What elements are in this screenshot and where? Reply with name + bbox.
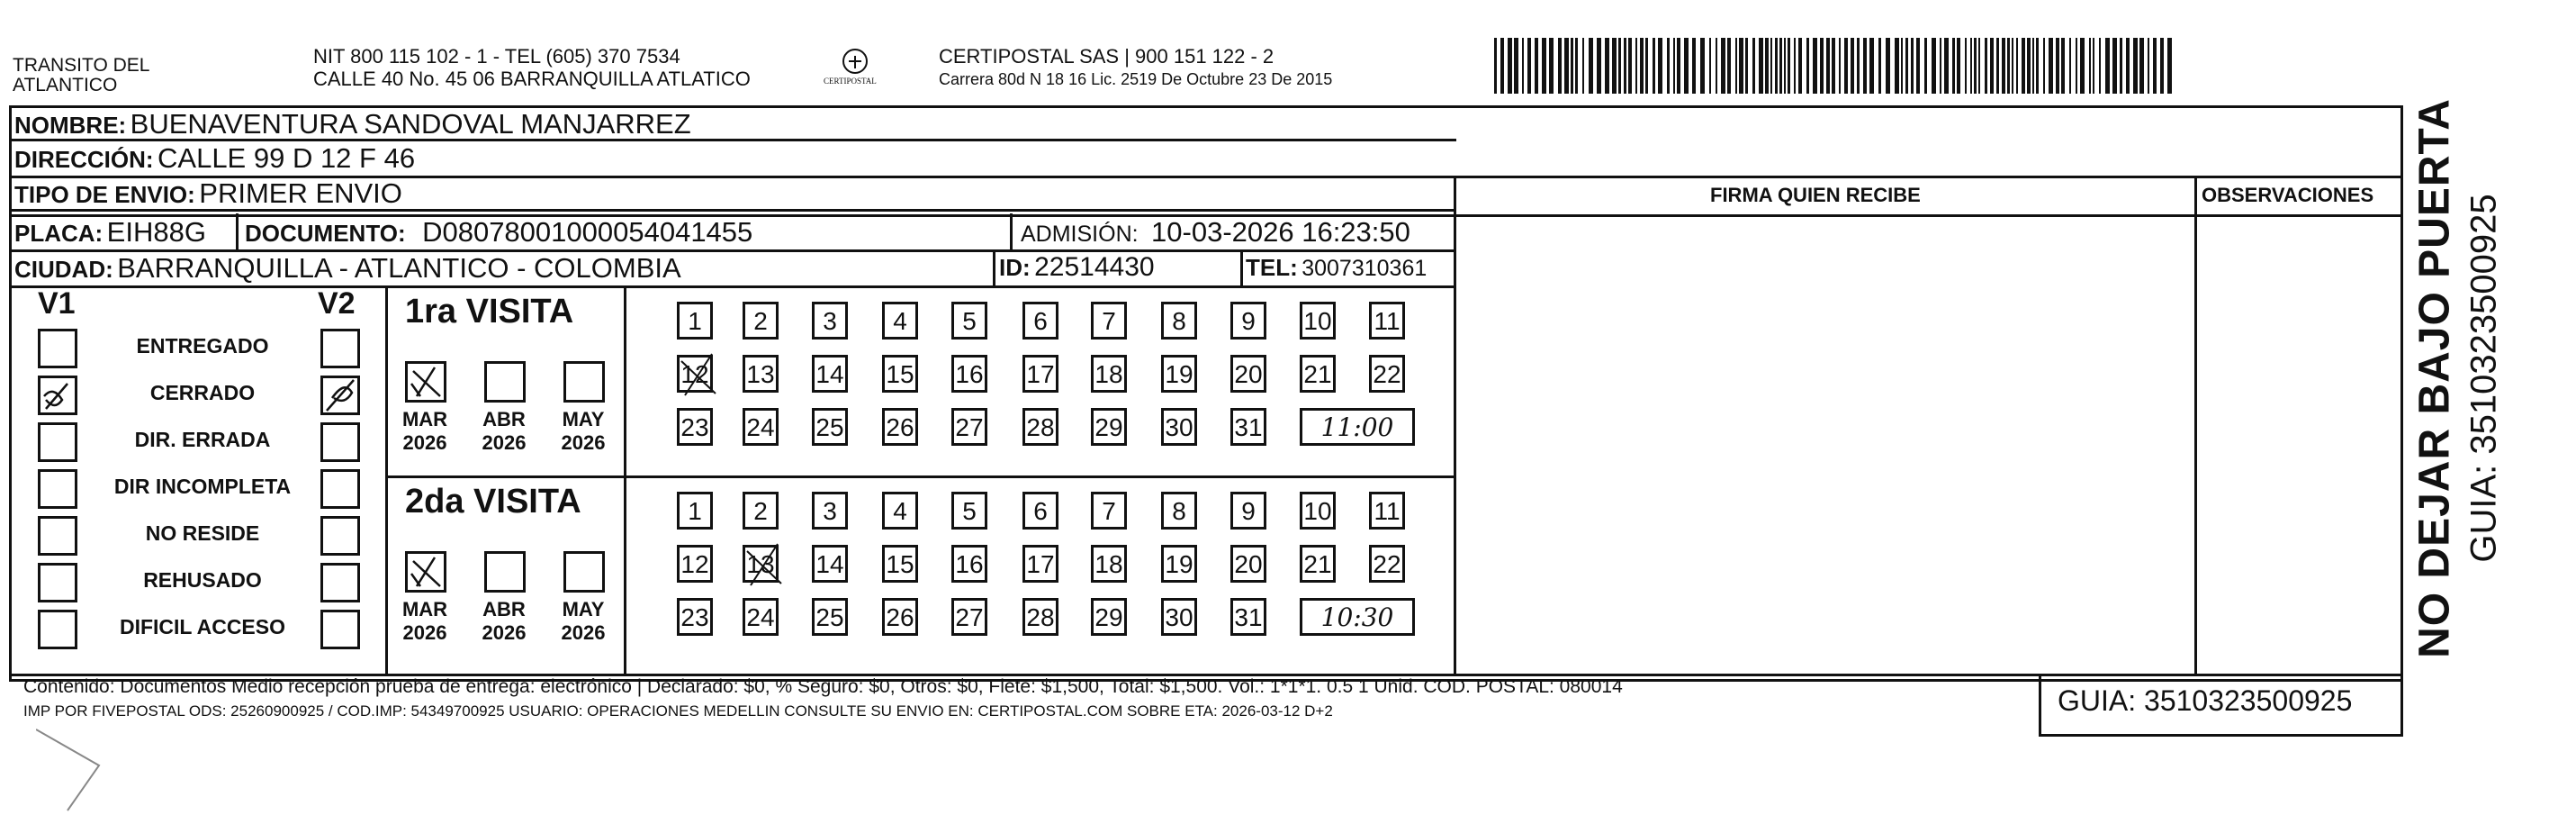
barcode-bar [1869, 38, 1874, 94]
day-box[interactable]: 11 [1369, 302, 1405, 340]
month-checkbox[interactable] [405, 361, 446, 403]
month-checkbox[interactable] [563, 361, 605, 403]
status-option-label: DIFICIL ACCESO [119, 615, 285, 638]
month-name: MAY [562, 408, 605, 430]
day-box[interactable]: 6 [1022, 492, 1058, 530]
barcode-bar [1739, 38, 1743, 94]
day-box[interactable]: 6 [1022, 302, 1058, 340]
barcode-bar [1798, 38, 1802, 94]
day-box[interactable]: 5 [951, 492, 987, 530]
day-number: 13 [746, 550, 775, 578]
day-box[interactable]: 8 [1161, 302, 1197, 340]
status-option-label: DIR INCOMPLETA [113, 475, 292, 498]
logo-text: CERTIPOSTAL [824, 77, 877, 86]
barcode-bar [2080, 38, 2085, 94]
barcode-bar [2105, 38, 2110, 94]
day-box[interactable]: 20 [1230, 355, 1266, 393]
direccion-label: DIRECCIÓN: [14, 146, 154, 173]
month-name: MAR [401, 598, 448, 620]
month-label [398, 598, 452, 645]
day-box[interactable]: 7 [1091, 302, 1127, 340]
day-box[interactable]: 18 [1091, 545, 1127, 583]
license-line: Carrera 80d N 18 16 Lic. 2519 De Octubre 23 De 2015 [939, 70, 1333, 88]
barcode-bar [2016, 38, 2018, 94]
barcode-bar [2133, 38, 2138, 94]
barcode-bar [1564, 38, 1569, 94]
barcode-bar [2089, 38, 2091, 94]
barcode-bar [1813, 38, 1817, 94]
barcode-bar [1905, 38, 1908, 94]
barcode-bar [2056, 38, 2059, 94]
v2-checkbox[interactable] [320, 422, 360, 462]
v2-checkbox[interactable] [320, 469, 360, 509]
id-field [999, 252, 1155, 283]
barcode-bar [1628, 38, 1632, 94]
day-box[interactable]: 2 [743, 492, 779, 530]
barcode-bar [1571, 38, 1573, 94]
barcode-bar [1832, 38, 1835, 94]
barcode-bar [2027, 38, 2031, 94]
nit-line: NIT 800 115 102 - 1 - TEL (605) 370 7534 [313, 45, 680, 68]
v2-checkbox[interactable] [320, 610, 360, 649]
v1-checkbox[interactable] [38, 376, 77, 415]
day-box[interactable]: 21 [1300, 355, 1336, 393]
barcode-bar [1645, 38, 1648, 94]
day-box[interactable]: 20 [1230, 545, 1266, 583]
barcode-bar [1759, 38, 1763, 94]
barcode-bar [1752, 38, 1755, 94]
firma-column-header: FIRMA QUIEN RECIBE [1710, 184, 1921, 206]
barcode-bar [2061, 38, 2065, 94]
direccion-value: CALLE 99 D 12 F 46 [158, 142, 416, 174]
day-box[interactable]: 28 [1022, 598, 1058, 636]
barcode-bar [1535, 38, 1538, 94]
month-name: ABR [482, 598, 526, 620]
month-label [398, 408, 452, 455]
documento-field [245, 216, 752, 249]
address-line: CALLE 40 No. 45 06 BARRANQUILLA ATLATICO [313, 68, 751, 90]
barcode-bar [1558, 38, 1562, 94]
barcode-bar [1784, 38, 1786, 94]
barcode-bar [1952, 38, 1955, 94]
barcode-bar [1508, 38, 1512, 94]
barcode-bar [1985, 38, 1987, 94]
barcode-bar [1916, 38, 1920, 94]
day-box[interactable]: 23 [677, 598, 713, 636]
barcode-bar [1522, 38, 1524, 94]
courier-line: CERTIPOSTAL SAS | 900 151 122 - 2 [939, 45, 1274, 68]
barcode-bar [1806, 38, 1809, 94]
tipo-envio-value: PRIMER ENVIO [199, 177, 402, 209]
day-box[interactable]: 31 [1230, 408, 1266, 446]
month-name: MAY [562, 598, 605, 620]
imp-line: IMP POR FIVEPOSTAL ODS: 25260900925 / COD.IMP: 54349700925 USUARIO: OPERACIONES MEDELLIN CONSULTE SU ENVIO EN: CERTIPOSTAL.COM SOBRE ETA: 2026-03-12 D+2 [23, 702, 1333, 720]
barcode-bar [2112, 38, 2117, 94]
barcode-bar [1932, 38, 1936, 94]
barcode-bar [2160, 38, 2164, 94]
barcode-bar [1692, 38, 1696, 94]
barcode-bar [1851, 38, 1854, 94]
month-year: 2026 [402, 621, 447, 644]
barcode-bar [1970, 38, 1972, 94]
barcode-bar [2036, 38, 2039, 94]
visit-time-box[interactable]: 10:30 [1300, 598, 1415, 636]
visit-title: 1ra VISITA [405, 293, 574, 331]
barcode-bar [1542, 38, 1546, 94]
day-box[interactable]: 9 [1230, 302, 1266, 340]
ciudad-field [14, 252, 681, 285]
barcode-bar [2148, 38, 2149, 94]
day-box[interactable]: 31 [1230, 598, 1266, 636]
v1-checkbox[interactable] [38, 422, 77, 462]
barcode-bar [1605, 38, 1609, 94]
day-box[interactable]: 10 [1300, 302, 1336, 340]
month-checkbox[interactable] [484, 361, 526, 403]
v2-checkbox[interactable] [320, 376, 360, 415]
barcode-bar [1624, 38, 1626, 94]
day-box[interactable]: 14 [812, 545, 848, 583]
day-box[interactable]: 17 [1022, 545, 1058, 583]
issuer-name-line2: ATLANTICO [13, 75, 118, 95]
month-checkbox[interactable] [405, 551, 446, 593]
v1-checkbox[interactable] [38, 516, 77, 556]
side-guia: GUIA: 3510323500925 [2463, 194, 2504, 563]
admision-label: ADMISIÓN: [1021, 222, 1139, 247]
day-box[interactable]: 16 [951, 355, 987, 393]
month-label [477, 408, 531, 455]
admision-field [1021, 216, 1410, 249]
barcode-bar [1640, 38, 1644, 94]
day-box[interactable]: 5 [951, 302, 987, 340]
barcode-bar [1527, 38, 1531, 94]
barcode-bar [2076, 38, 2077, 94]
day-box[interactable]: 10 [1300, 492, 1336, 530]
barcode-bar [1924, 38, 1927, 94]
v1-checkbox[interactable] [38, 610, 77, 649]
day-box[interactable]: 2 [743, 302, 779, 340]
day-box[interactable]: 7 [1091, 492, 1127, 530]
day-box[interactable]: 15 [882, 545, 918, 583]
barcode-bar [2022, 38, 2025, 94]
day-box[interactable]: 12 [677, 545, 713, 583]
month-label [556, 598, 610, 645]
day-box[interactable]: 27 [951, 598, 987, 636]
month-label [477, 598, 531, 645]
day-box[interactable]: 24 [743, 408, 779, 446]
barcode-bar [1944, 38, 1949, 94]
v2-checkbox[interactable] [320, 563, 360, 602]
day-box[interactable] [677, 355, 713, 393]
barcode-bar [1667, 38, 1670, 94]
barcode-bar [1635, 38, 1637, 94]
day-box[interactable]: 17 [1022, 355, 1058, 393]
tel-label: TEL: [1246, 254, 1298, 281]
day-box[interactable]: 25 [812, 598, 848, 636]
barcode-bar [1911, 38, 1914, 94]
barcode-bar [2032, 38, 2034, 94]
status-option-label: REHUSADO [143, 568, 262, 592]
barcode-bar [1514, 38, 1518, 94]
status-option-label: ENTREGADO [136, 334, 269, 358]
barcode-bar [2069, 38, 2071, 94]
day-box[interactable]: 30 [1161, 408, 1197, 446]
day-box[interactable]: 3 [812, 492, 848, 530]
barcode-bar [1745, 38, 1748, 94]
v2-header: V2 [318, 286, 356, 321]
day-box[interactable]: 9 [1230, 492, 1266, 530]
direccion-field [14, 142, 415, 175]
barcode-bar [1735, 38, 1737, 94]
day-box[interactable]: 27 [951, 408, 987, 446]
day-box[interactable]: 4 [882, 302, 918, 340]
barcode-bar [1582, 38, 1584, 94]
month-year: 2026 [561, 431, 606, 454]
day-box[interactable]: 8 [1161, 492, 1197, 530]
barcode-bar [1658, 38, 1662, 94]
nombre-value: BUENAVENTURA SANDOVAL MANJARREZ [130, 108, 691, 140]
barcode-bar [1597, 38, 1601, 94]
month-checkbox[interactable] [563, 551, 605, 593]
month-year: 2026 [482, 621, 527, 644]
barcode-bar [1770, 38, 1772, 94]
barcode-bar [1857, 38, 1860, 94]
v1-header: V1 [38, 286, 76, 321]
barcode-bar [1957, 38, 1960, 94]
visit-time-box[interactable]: 11:00 [1300, 408, 1415, 446]
side-warning: NO DEJAR BAJO PUERTA [2410, 98, 2459, 658]
day-box[interactable]: 4 [882, 492, 918, 530]
placa-label: PLACA: [14, 220, 104, 247]
status-option-label: DIR. ERRADA [134, 428, 271, 451]
barcode-bar [2012, 38, 2013, 94]
day-box[interactable]: 16 [951, 545, 987, 583]
day-box[interactable]: 25 [812, 408, 848, 446]
month-checkbox[interactable] [484, 551, 526, 593]
day-box[interactable] [743, 545, 779, 583]
barcode-bar [1727, 38, 1731, 94]
placa-field [14, 216, 206, 249]
barcode-bar [1700, 38, 1705, 94]
footer-guia: GUIA: 3510323500925 [2058, 684, 2353, 717]
barcode-bar [1820, 38, 1824, 94]
day-box[interactable]: 26 [882, 408, 918, 446]
month-label [556, 408, 610, 455]
barcode-bar [1618, 38, 1621, 94]
nombre-field [14, 108, 691, 140]
day-box[interactable]: 29 [1091, 408, 1127, 446]
month-name: MAR [401, 408, 448, 430]
barcode-bar [1779, 38, 1782, 94]
barcode-bar [2099, 38, 2101, 94]
day-box[interactable]: 24 [743, 598, 779, 636]
v1-checkbox[interactable] [38, 329, 77, 368]
barcode-bar [1575, 38, 1578, 94]
id-label: ID: [999, 254, 1031, 281]
month-year: 2026 [482, 431, 527, 454]
day-box[interactable]: 29 [1091, 598, 1127, 636]
barcode-bar [1844, 38, 1848, 94]
barcode-bar [1721, 38, 1725, 94]
day-box[interactable]: 14 [812, 355, 848, 393]
barcode-bar [1940, 38, 1941, 94]
ciudad-value: BARRANQUILLA - ATLANTICO - COLOMBIA [117, 252, 681, 284]
observaciones-column-header: OBSERVACIONES [2202, 184, 2374, 206]
day-box[interactable]: 19 [1161, 545, 1197, 583]
status-option-label: CERRADO [149, 381, 256, 404]
side-panel [2408, 98, 2516, 658]
nombre-label: NOMBRE: [14, 112, 127, 139]
barcode [1494, 38, 2178, 94]
day-box[interactable]: 13 [743, 355, 779, 393]
month-year: 2026 [561, 621, 606, 644]
barcode-bar [1965, 38, 1967, 94]
visit-title: 2da VISITA [405, 483, 581, 521]
barcode-bar [1653, 38, 1655, 94]
day-box[interactable]: 15 [882, 355, 918, 393]
v2-checkbox[interactable] [320, 516, 360, 556]
day-box[interactable]: 11 [1369, 492, 1405, 530]
tel-value: 3007310361 [1302, 256, 1428, 281]
barcode-bar [2153, 38, 2157, 94]
barcode-bar [1612, 38, 1617, 94]
barcode-bar [1673, 38, 1675, 94]
day-box[interactable]: 18 [1091, 355, 1127, 393]
barcode-bar [1863, 38, 1867, 94]
issuer-name-line1: TRANSITO DEL [13, 55, 150, 76]
barcode-bar [2139, 38, 2144, 94]
barcode-bar [1494, 38, 1497, 94]
day-box[interactable]: 3 [812, 302, 848, 340]
day-box[interactable]: 1 [677, 302, 713, 340]
tipo-envio-label: TIPO DE ENVIO: [14, 181, 195, 208]
barcode-bar [1775, 38, 1778, 94]
placa-value: EIH88G [106, 216, 206, 248]
barcode-bar [1589, 38, 1593, 94]
day-box[interactable]: 26 [882, 598, 918, 636]
month-name: ABR [482, 408, 526, 430]
barcode-bar [2126, 38, 2130, 94]
barcode-bar [2093, 38, 2094, 94]
barcode-bar [2002, 38, 2005, 94]
barcode-bar [1901, 38, 1903, 94]
day-number: 12 [680, 360, 709, 388]
status-option-label: NO RESIDE [145, 521, 260, 545]
barcode-bar [1794, 38, 1796, 94]
barcode-bar [2049, 38, 2053, 94]
ciudad-label: CIUDAD: [14, 256, 113, 283]
barcode-bar [1716, 38, 1717, 94]
barcode-bar [2007, 38, 2010, 94]
day-box[interactable]: 22 [1369, 545, 1405, 583]
day-box[interactable]: 22 [1369, 355, 1405, 393]
day-box[interactable]: 1 [677, 492, 713, 530]
barcode-bar [1990, 38, 1994, 94]
barcode-bar [1974, 38, 1977, 94]
barcode-bar [1788, 38, 1790, 94]
barcode-bar [2167, 38, 2172, 94]
documento-label: DOCUMENTO: [245, 220, 406, 247]
barcode-bar [1709, 38, 1711, 94]
barcode-bar [1886, 38, 1890, 94]
day-box[interactable]: 23 [677, 408, 713, 446]
barcode-bar [1826, 38, 1830, 94]
barcode-bar [1500, 38, 1504, 94]
day-box[interactable]: 28 [1022, 408, 1058, 446]
barcode-bar [1684, 38, 1689, 94]
id-value: 22514430 [1034, 252, 1155, 282]
barcode-bar [1978, 38, 1980, 94]
day-box[interactable]: 30 [1161, 598, 1197, 636]
barcode-bar [2043, 38, 2045, 94]
barcode-bar [1677, 38, 1680, 94]
day-box[interactable]: 21 [1300, 545, 1336, 583]
certipostal-logo [815, 45, 896, 92]
v2-checkbox[interactable] [320, 329, 360, 368]
month-year: 2026 [402, 431, 447, 454]
v1-checkbox[interactable] [38, 469, 77, 509]
contenido-line: Contenido: Documentos Medio recepción prueba de entrega: electrónico | Declarado: $0, % Seguro: $0, Otros: $0, Flete: $1,500, Total: $1,500. Vol.: 1*1*1. 0.5 1 Unid. COD. POSTAL: 080014 [23, 676, 1623, 697]
tipo-envio-field [14, 177, 402, 210]
day-box[interactable]: 19 [1161, 355, 1197, 393]
barcode-bar [1878, 38, 1881, 94]
barcode-bar [1996, 38, 1999, 94]
torn-corner-mark [36, 711, 117, 815]
admision-value: 10-03-2026 16:23:50 [1151, 216, 1410, 248]
barcode-bar [1549, 38, 1554, 94]
barcode-bar [1765, 38, 1769, 94]
barcode-bar [1895, 38, 1899, 94]
barcode-bar [1839, 38, 1841, 94]
documento-value: D08078001000054041455 [422, 216, 753, 248]
tel-field [1246, 254, 1427, 282]
v1-checkbox[interactable] [38, 563, 77, 602]
barcode-bar [2120, 38, 2122, 94]
